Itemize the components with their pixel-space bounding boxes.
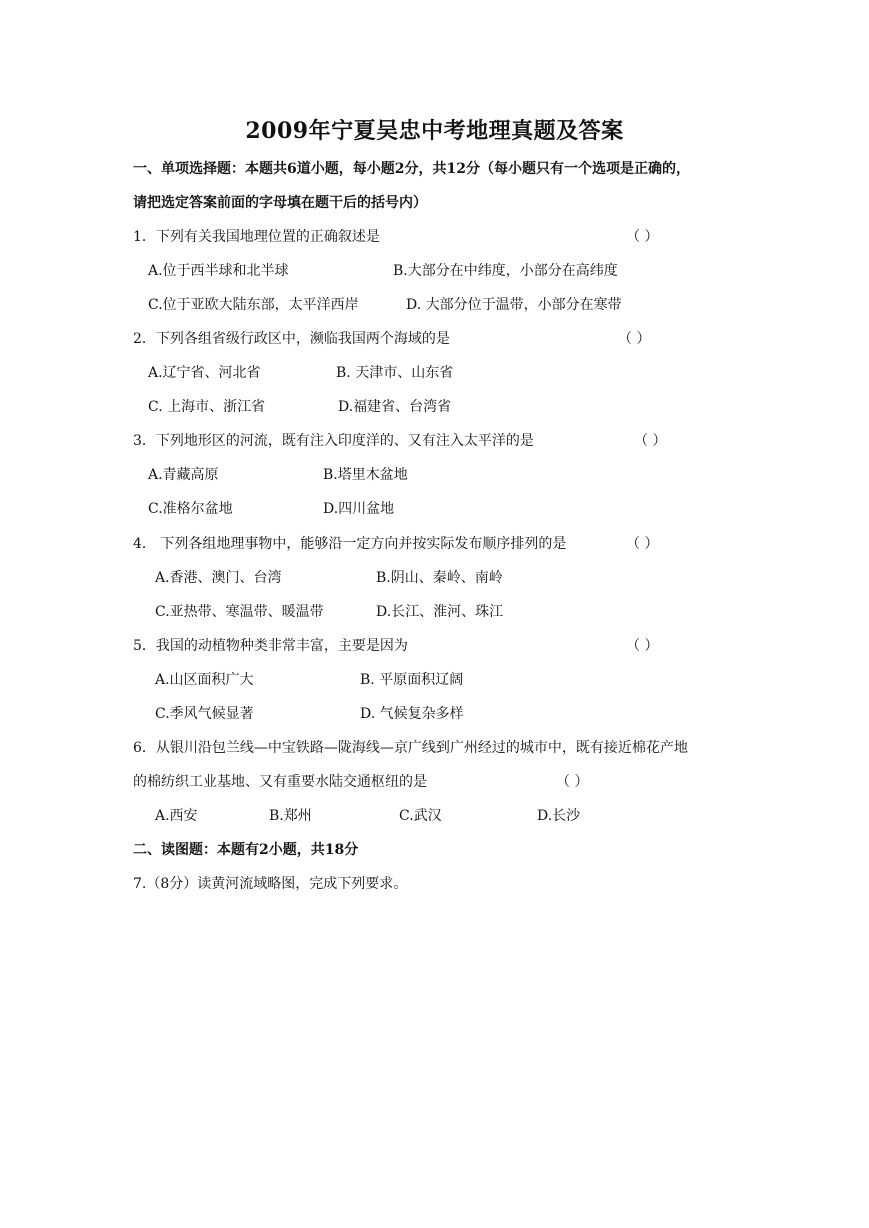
question-3-option-a: A.青藏高原	[148, 467, 219, 483]
question-1-option-d: D. 大部分位于温带，小部分在寒带	[406, 297, 622, 313]
question-6-option-a: A.西安	[155, 808, 198, 824]
question-2-stem: 2．下列各组省级行政区中，濒临我国两个海域的是	[133, 331, 450, 347]
question-5-stem: 5．我国的动植物种类非常丰富，主要是因为	[133, 638, 408, 654]
question-2-option-b: B. 天津市、山东省	[336, 365, 454, 381]
question-2-option-d: D.福建省、台湾省	[338, 399, 452, 415]
question-4-option-a: A.香港、澳门、台湾	[155, 570, 282, 586]
question-5-option-d: D. 气候复杂多样	[360, 706, 464, 722]
section2-heading: 二、读图题：本题有2小题，共18分	[133, 842, 359, 858]
question-4-option-b: B.阴山、秦岭、南岭	[376, 570, 503, 586]
question-2-option-c: C. 上海市、浙江省	[148, 399, 266, 415]
page-title: 2009年宁夏吴忠中考地理真题及答案	[245, 118, 624, 144]
question-5-option-c: C.季风气候显著	[155, 706, 254, 722]
question-6-option-b: B.郑州	[269, 808, 312, 824]
question-3-answer-parens: （ ）	[634, 433, 667, 449]
question-6-answer-parens: （ ）	[556, 774, 589, 790]
question-1-option-b: B.大部分在中纬度，小部分在高纬度	[393, 263, 618, 279]
question-7-stem: 7.（8分）读黄河流域略图，完成下列要求。	[133, 876, 408, 892]
question-4-option-c: C.亚热带、寒温带、暖温带	[155, 604, 324, 620]
question-1-option-a: A.位于西半球和北半球	[148, 263, 289, 279]
question-6-option-c: C.武汉	[399, 808, 442, 824]
section1-instructions-line2: 请把选定答案前面的字母填在题干后的括号内）	[133, 195, 427, 211]
question-3-option-d: D.四川盆地	[323, 501, 395, 517]
question-6-stem-line2: 的棉纺织工业基地、又有重要水陆交通枢纽的是	[133, 774, 427, 790]
question-5-answer-parens: （ ）	[626, 638, 659, 654]
question-6-stem-line1: 6．从银川沿包兰线—中宝铁路—陇海线—京广线到广州经过的城市中，既有接近棉花产地	[133, 740, 688, 756]
question-5-option-b: B. 平原面积辽阔	[360, 672, 464, 688]
question-2-option-a: A.辽宁省、河北省	[148, 365, 261, 381]
question-4-stem: 4． 下列各组地理事物中，能够沿一定方向并按实际发布顺序排列的是	[133, 536, 567, 552]
question-2-answer-parens: （ ）	[618, 331, 651, 347]
question-4-answer-parens: （ ）	[626, 536, 659, 552]
question-3-stem: 3．下列地形区的河流，既有注入印度洋的、又有注入太平洋的是	[133, 433, 534, 449]
question-4-option-d: D.长江、淮河、珠江	[376, 604, 504, 620]
question-1-stem: 1．下列有关我国地理位置的正确叙述是	[133, 229, 380, 245]
section1-instructions-line1: 一、单项选择题：本题共6道小题，每小题2分，共12分（每小题只有一个选项是正确的，	[133, 161, 690, 177]
question-1-answer-parens: （ ）	[626, 229, 659, 245]
question-3-option-c: C.准格尔盆地	[148, 501, 233, 517]
question-6-option-d: D.长沙	[537, 808, 581, 824]
question-1-option-c: C.位于亚欧大陆东部，太平洋西岸	[148, 297, 359, 313]
question-3-option-b: B.塔里木盆地	[323, 467, 408, 483]
question-5-option-a: A.山区面积广大	[155, 672, 254, 688]
